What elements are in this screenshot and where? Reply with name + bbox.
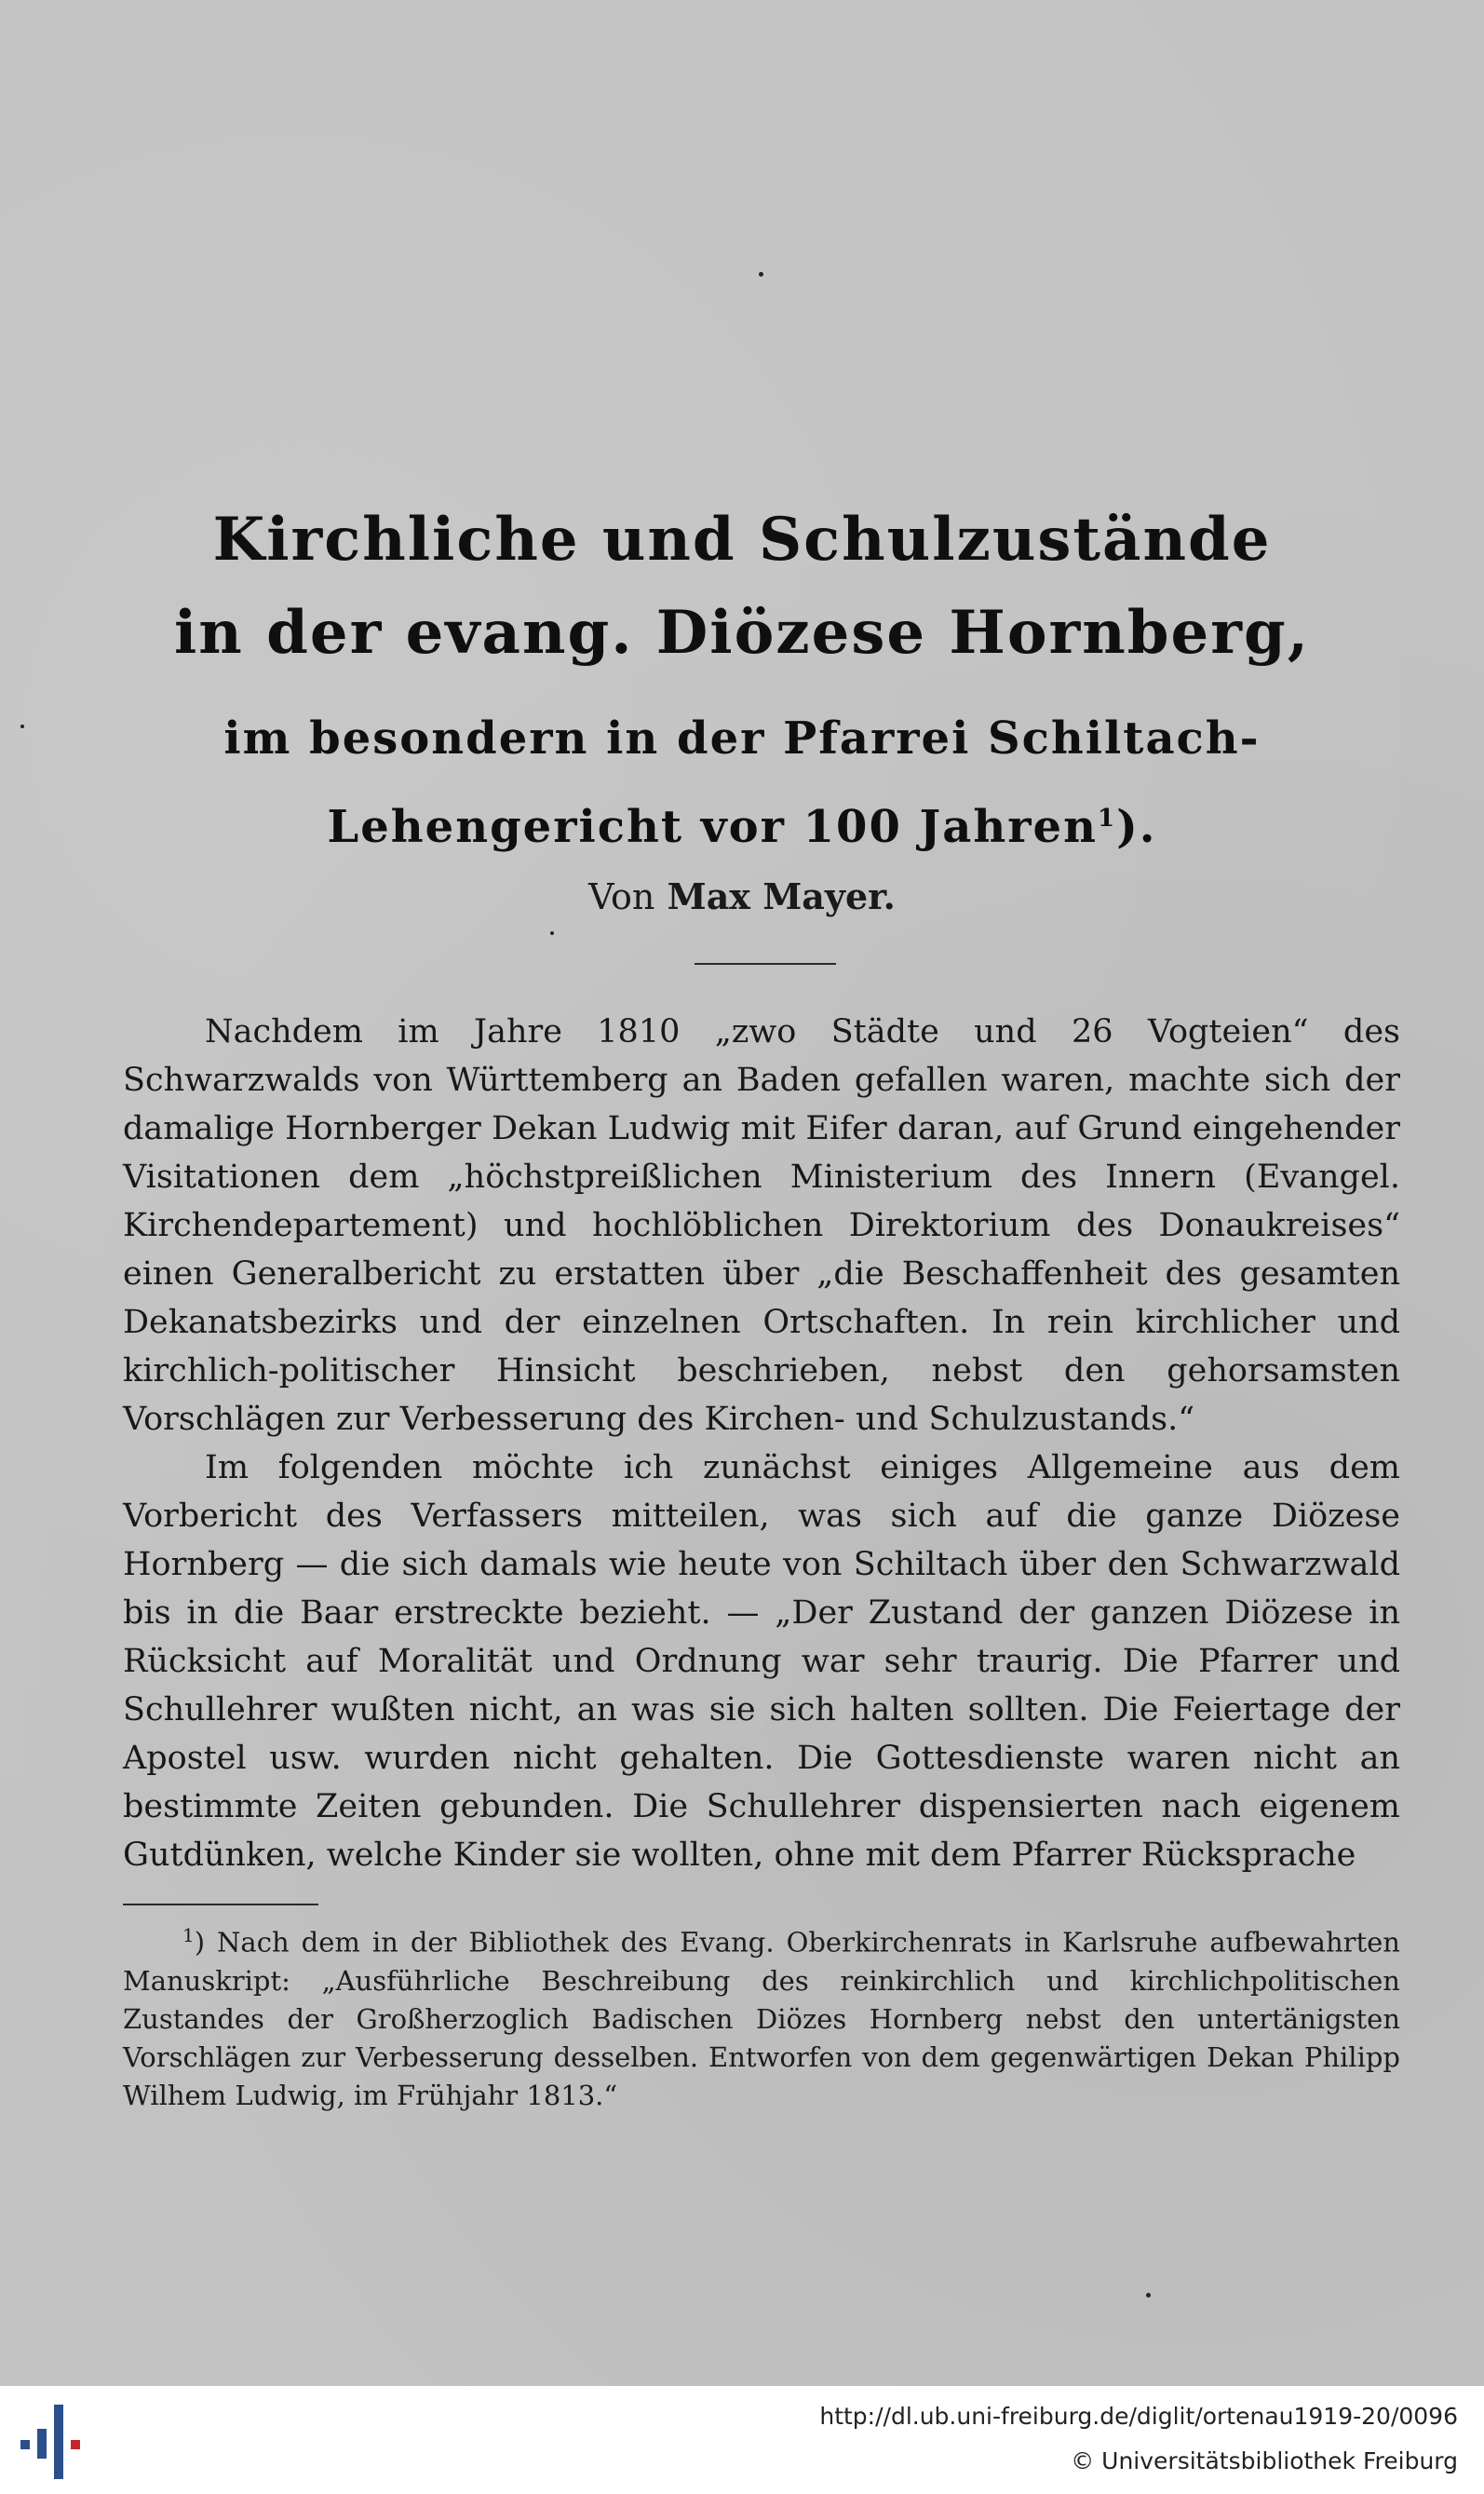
title-line-4-end: ).: [1116, 801, 1157, 853]
title-footnote-mark: 1: [1098, 805, 1117, 833]
logo-bar-blue-2: [37, 2429, 47, 2459]
footnote: [123, 1917, 1400, 2115]
footer-copyright: © Universitätsbibliothek Freiburg: [1071, 2447, 1458, 2474]
title-line-3: im besondern in der Pfarrei Schiltach-: [223, 712, 1261, 765]
byline: [0, 875, 1484, 917]
title-line-1: Kirchliche und Schulzustände: [212, 505, 1272, 575]
logo-bar-blue-1: [20, 2440, 30, 2449]
title-line-2: in der evang. Diözese Hornberg,: [173, 598, 1311, 668]
byline-prefix: Von: [588, 876, 655, 917]
paragraph-1: Nachdem im Jahre 1810 „zwo Städte und 26 Vogteien“ des Schwarzwalds von Württemberg an Baden gefallen waren, machte sich der damalige Hornberger Dekan Ludwig mit Eifer daran, auf Grund eingehender Visitationen dem „höchstpreißlichen Ministerium des Innern (Evangel. Kirchendepartement) und hochlöblichen Direktorium des Donaukreises“ einen Generalbericht zu erstatten über „die Beschaffenheit des gesamten Dekanatsbezirks und der einzelnen Ortschaften. In rein kirchlicher und kirchlich-politischer Hinsicht beschrieben, nebst den gehorsamsten Vorschlägen zur Verbesserung des Kirchen- und Schulzustands.“: [123, 1013, 1400, 1438]
article-title: [0, 494, 1484, 680]
footnote-mark: 1: [182, 1924, 195, 1946]
ink-speck: [759, 272, 763, 277]
library-logo-icon: [13, 2401, 97, 2481]
ink-speck: [1146, 2293, 1151, 2297]
ink-speck: [550, 931, 554, 935]
footnote-text: ) Nach dem in der Bibliothek des Evang. Oberkirchenrats in Karlsruhe aufbewahrten Manuskript: „Ausführliche Beschreibung des reinkirchlich und kirchlichpolitischen Zustandes der Großherzoglich Badischen Diözes Hornberg nebst den untertänigsten Vorschlägen zur Verbesserung desselben. Entworfen von dem gegenwärtigen Dekan Philipp Wilhem Ludwig, im Frühjahr 1813.“: [123, 1926, 1400, 2111]
title-line-4-text: Lehengericht vor 100 Jahren: [327, 801, 1098, 853]
logo-bar-red: [71, 2440, 80, 2449]
article-subtitle: [0, 698, 1484, 867]
body-text: [123, 1008, 1400, 1879]
title-line-4: [0, 779, 1484, 867]
paragraph-2: Im folgenden möchte ich zunächst einiges Allgemeine aus dem Vorbericht des Verfassers mitteilen, was sich auf die ganze Diözese Hornberg — die sich damals wie heute von Schiltach über den Schwarzwald bis in die Baar erstreckte bezieht. — „Der Zustand der ganzen Diözese in Rücksicht auf Moralität und Ordnung war sehr traurig. Die Pfarrer und Schullehrer wußten nicht, an was sie sich halten sollten. Die Feiertage der Apostel usw. wurden nicht gehalten. Die Gottesdienste waren nicht an bestimmte Zeiten gebunden. Die Schullehrer dispensierten nach eigenem Gutdünken, welche Kinder sie wollten, ohne mit dem Pfarrer Rücksprache: [123, 1449, 1400, 1874]
library-footer: [0, 2386, 1484, 2494]
byline-author: Max Mayer.: [667, 875, 896, 917]
logo-bar-blue-3: [54, 2405, 63, 2479]
footer-url-link[interactable]: http://dl.ub.uni-freiburg.de/diglit/ortenau1919-20/0096: [819, 2403, 1458, 2430]
title-divider: [695, 963, 836, 965]
footnote-divider: [123, 1904, 318, 1905]
